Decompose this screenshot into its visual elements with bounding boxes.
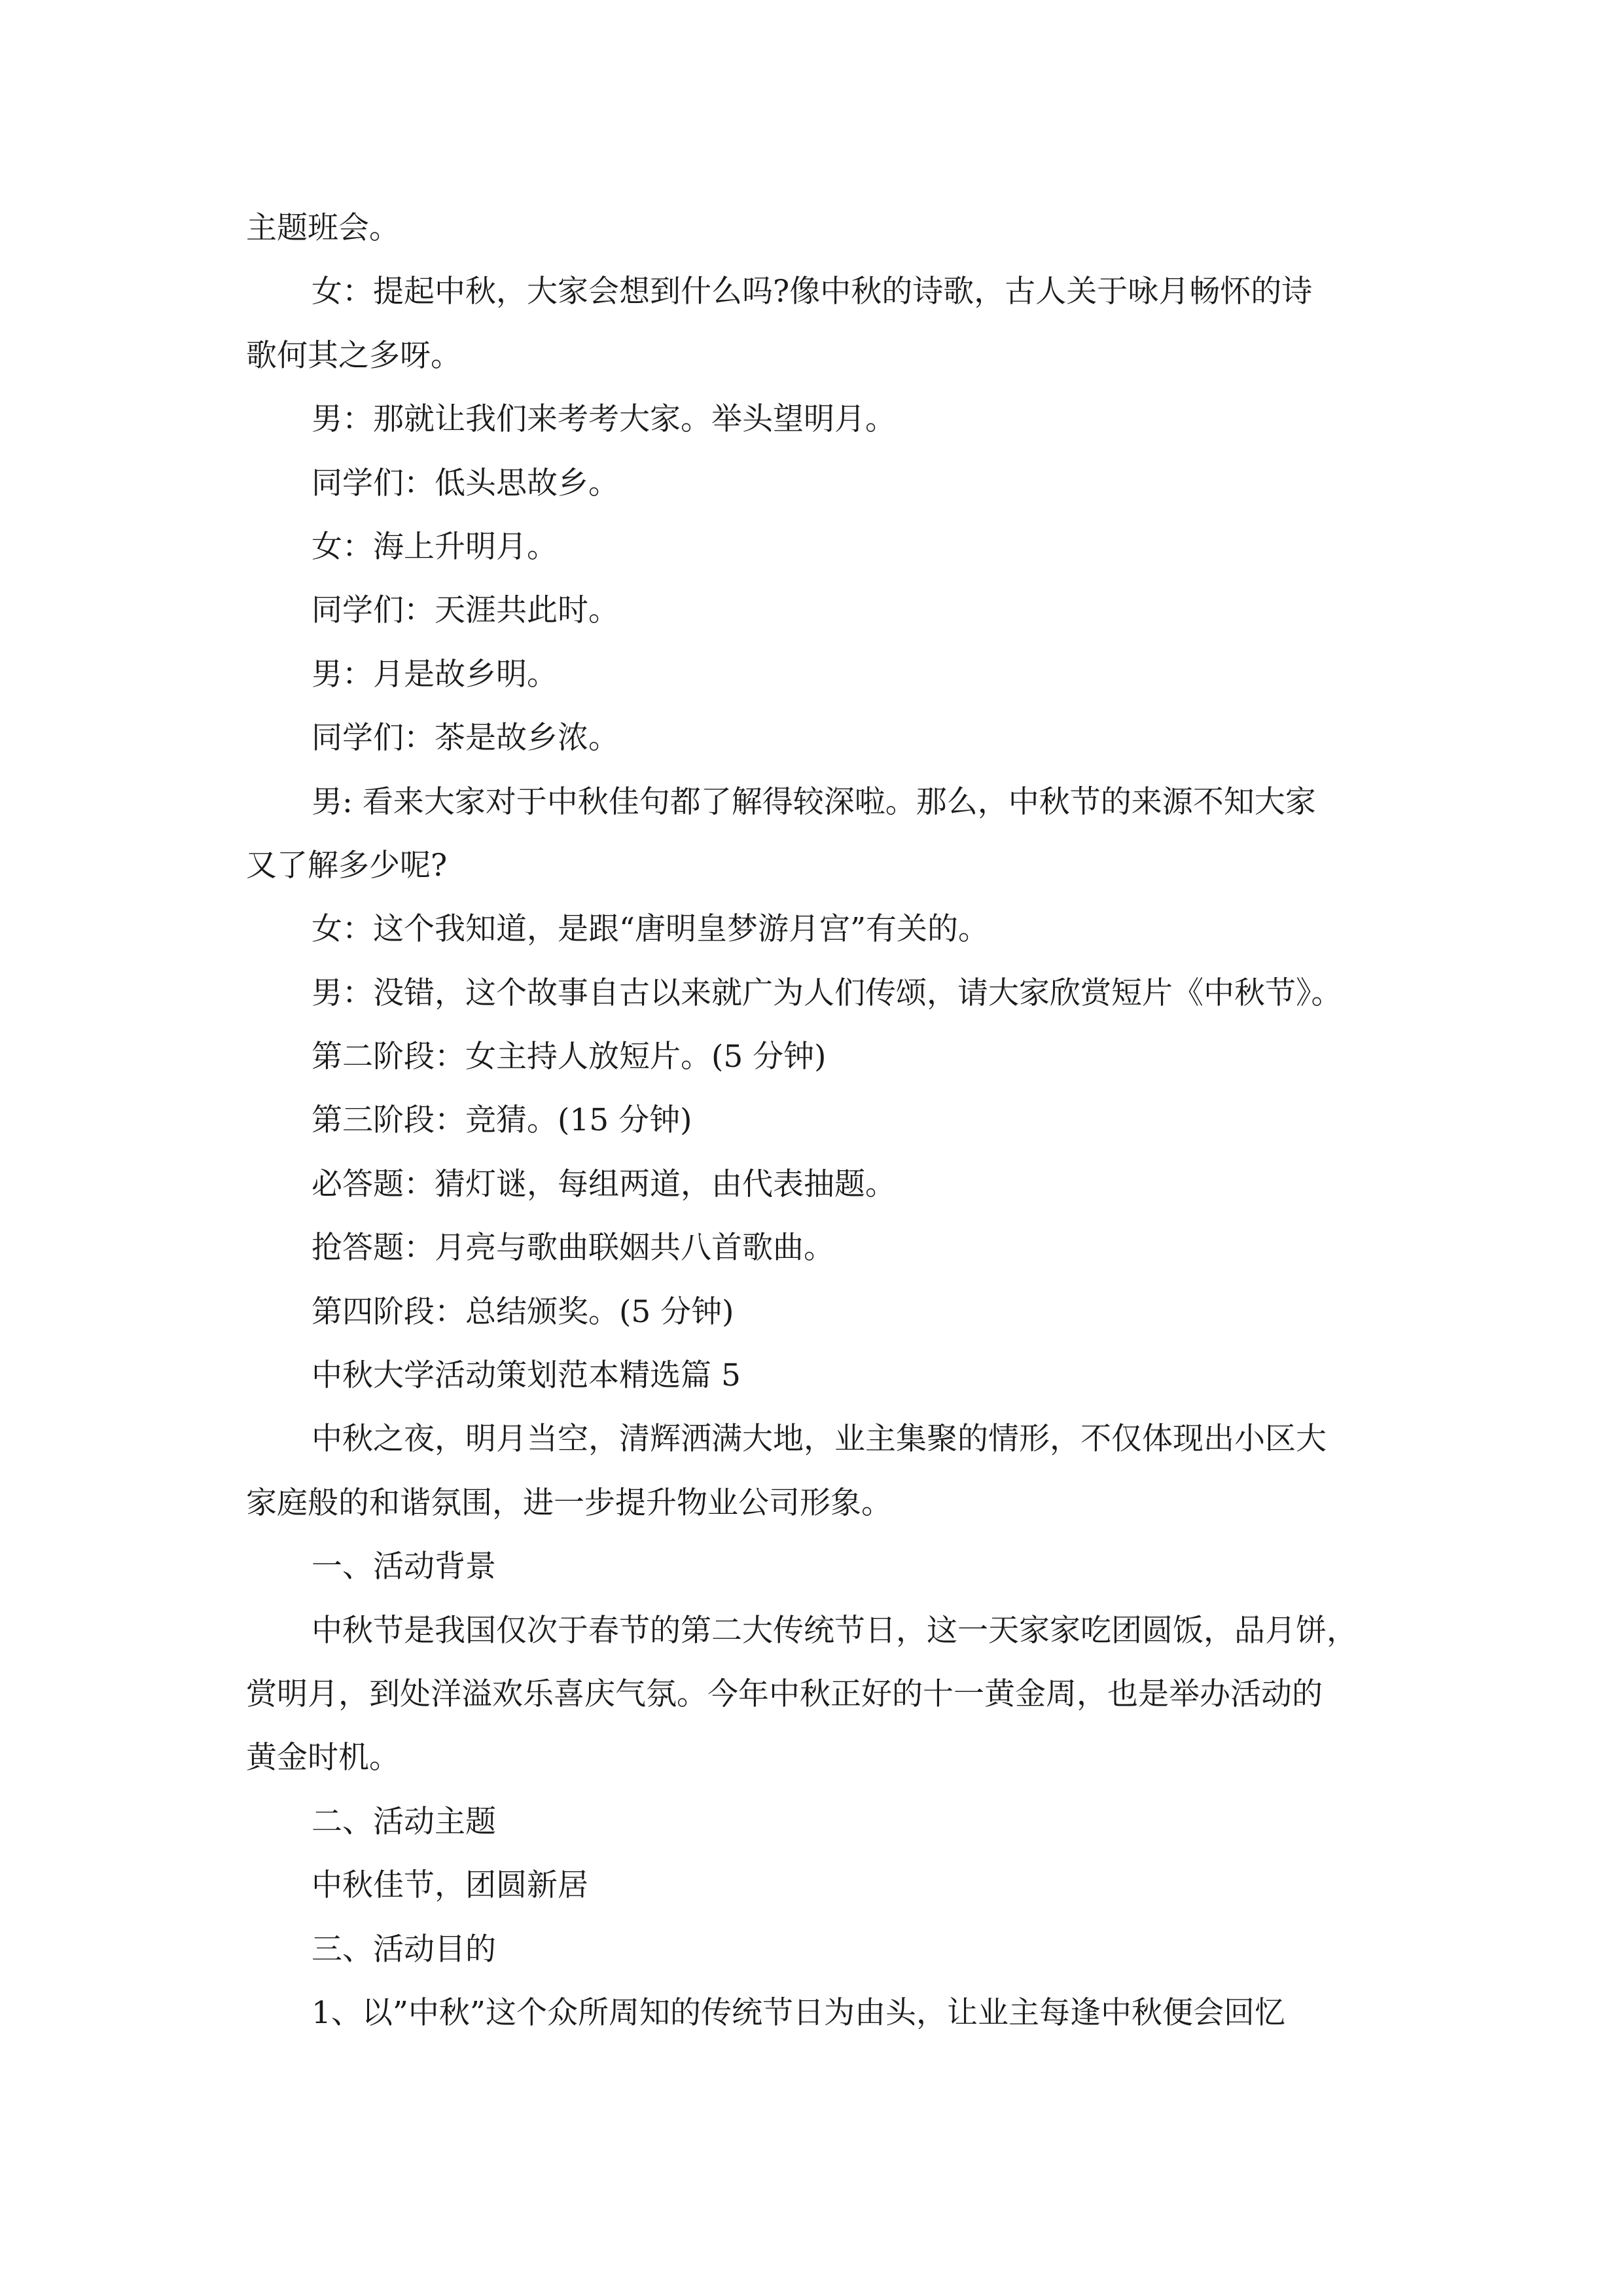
text-line: 同学们：低头思故乡。 (312, 465, 619, 501)
section-heading: 中秋大学活动策划范本精选篇 5 (312, 1357, 741, 1394)
text-line: 第二阶段：女主持人放短片。(5 分钟) (312, 1039, 827, 1075)
text-line: 中秋佳节，团圆新居 (312, 1867, 588, 1904)
text-line: 又了解多少呢? (246, 847, 448, 884)
text-line: 女：这个我知道，是跟“唐明皇梦游月宫”有关的。 (312, 911, 990, 948)
text-line: 主题班会。 (246, 210, 400, 246)
section-heading: 二、活动主题 (312, 1803, 496, 1840)
text-line: 女：海上升明月。 (312, 528, 558, 565)
text-line: 同学们：茶是故乡浓。 (312, 720, 619, 757)
text-line: 男：没错，这个故事自古以来就广为人们传颂，请大家欣赏短片《中秋节》。 (312, 975, 1342, 1011)
text-line: 家庭般的和谐氛围，进一步提升物业公司形象。 (246, 1484, 892, 1521)
text-line: 黄金时机。 (246, 1740, 400, 1776)
text-line: 抢答题：月亮与歌曲联姻共八首歌曲。 (312, 1230, 834, 1266)
text-line: 男：那就让我们来考考大家。举头望明月。 (312, 401, 896, 438)
text-line: 男: 看来大家对于中秋佳句都了解得较深啦。那么，中秋节的来源不知大家 (312, 783, 1316, 820)
text-line: 第三阶段：竞猜。(15 分钟) (312, 1102, 692, 1139)
text-line: 赏明月，到处洋溢欢乐喜庆气氛。今年中秋正好的十一黄金周，也是举办活动的 (246, 1676, 1323, 1712)
text-line: 1、以”中秋”这个众所周知的传统节日为由头，让业主每逢中秋便会回忆 (312, 1994, 1285, 2031)
document-body (246, 196, 1385, 2045)
text-line: 同学们：天涯共此时。 (312, 592, 619, 629)
section-heading: 三、活动目的 (312, 1931, 496, 1967)
text-line: 女：提起中秋，大家会想到什么吗?像中秋的诗歌，古人关于咏月畅怀的诗 (312, 274, 1313, 310)
text-line: 歌何其之多呀。 (246, 337, 461, 374)
section-heading: 一、活动背景 (312, 1549, 496, 1585)
text-line: 中秋之夜，明月当空，清辉洒满大地，业主集聚的情形，不仅体现出小区大 (312, 1421, 1327, 1458)
text-line: 第四阶段：总结颁奖。(5 分钟) (312, 1293, 734, 1330)
text-line: 中秋节是我国仅次于春节的第二大传统节日，这一天家家吃团圆饭，品月饼， (312, 1612, 1357, 1649)
text-line: 男：月是故乡明。 (312, 656, 558, 692)
text-line: 必答题：猜灯谜，每组两道，由代表抽题。 (312, 1166, 896, 1202)
